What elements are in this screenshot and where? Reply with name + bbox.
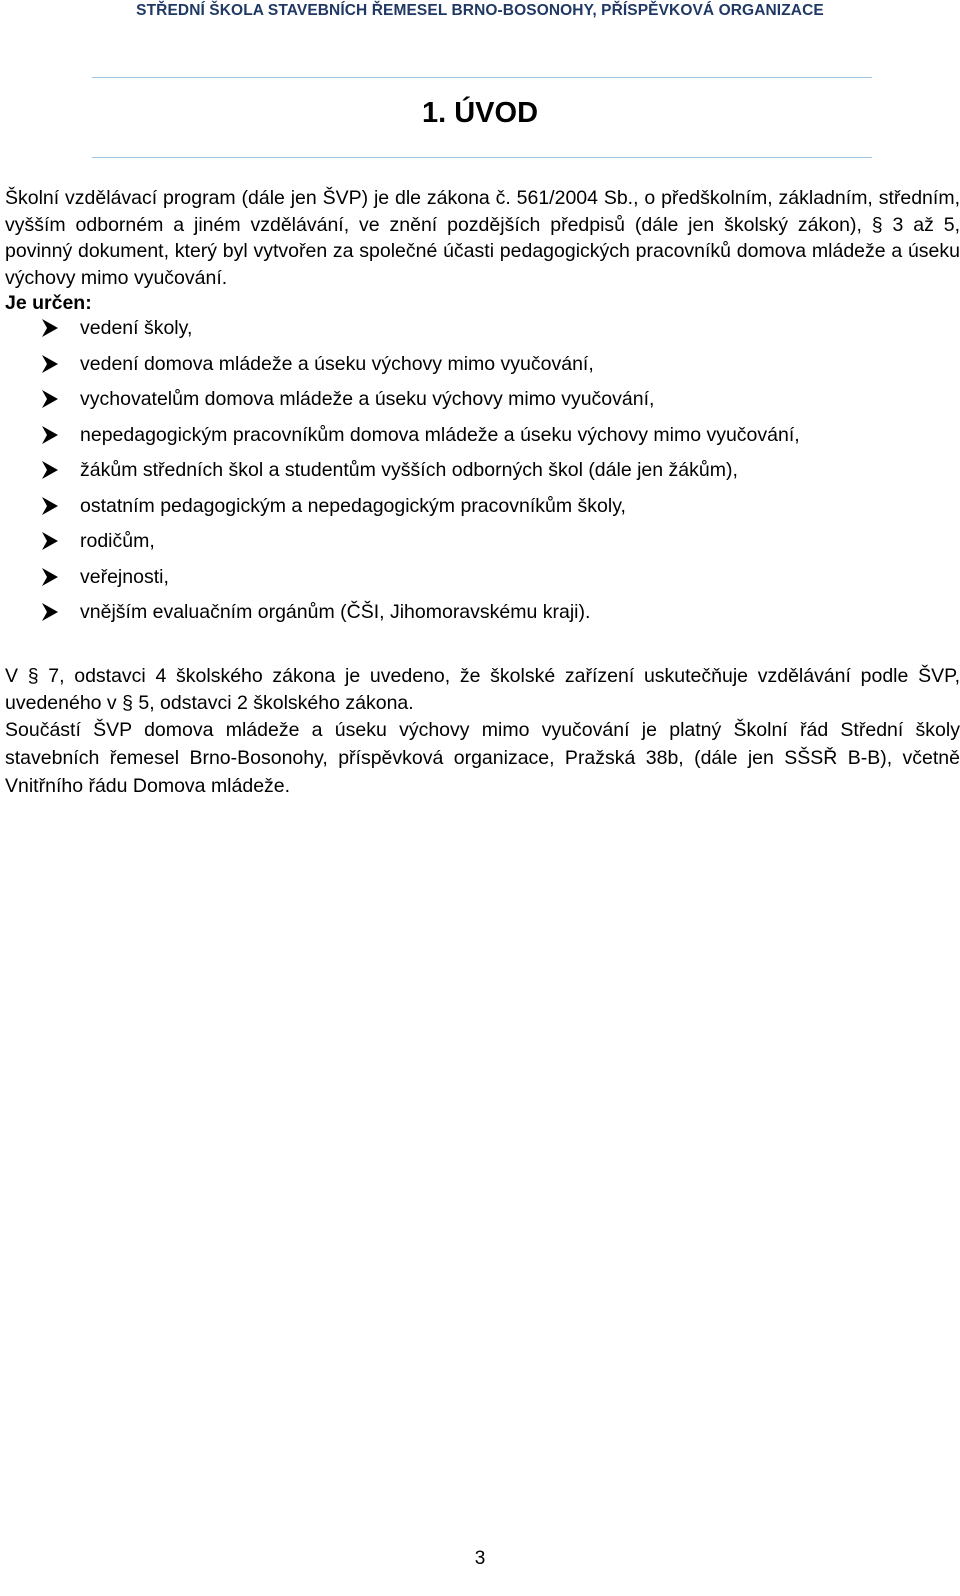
list-item-text: vedení školy,: [80, 317, 193, 339]
document-header: STŘEDNÍ ŠKOLA STAVEBNÍCH ŘEMESEL BRNO-BOSONOHY, PŘÍSPĚVKOVÁ ORGANIZACE: [136, 2, 824, 19]
list-item: [0, 386, 960, 422]
list-item: [0, 315, 960, 351]
list-item-text: rodičům,: [80, 530, 155, 552]
arrowhead-bullet-icon: [40, 425, 60, 445]
intro-paragraph: Školní vzdělávací program (dále jen ŠVP) je dle zákona č. 561/2004 Sb., o předškolním, základním, středním, vyšším odborném a jiném vzdělávání, ve znění pozdějších předpisů (dále jen školský zákon), § 3 až 5, povinný dokument, který byl vytvořen za společné účasti pedagogických pracovníků domova mládeže a úseku výchovy mimo vyučování.: [5, 187, 960, 289]
arrowhead-bullet-icon: [40, 567, 60, 587]
arrowhead-bullet-icon: [40, 602, 60, 622]
list-item-text: vedení domova mládeže a úseku výchovy mimo vyučování,: [80, 352, 594, 375]
list-item: [0, 528, 960, 564]
title-rule-bottom: [92, 157, 872, 158]
list-item: [0, 351, 960, 387]
list-item: [0, 493, 960, 529]
arrowhead-bullet-icon: [40, 354, 60, 374]
list-item-text: žákům středních škol a studentům vyšších odborných škol (dále jen žákům),: [80, 459, 738, 481]
section-title: 1. ÚVOD: [421, 97, 539, 129]
audience-label: Je určen:: [5, 292, 92, 314]
arrowhead-bullet-icon: [40, 531, 60, 551]
list-item: [0, 422, 960, 458]
list-item: [0, 564, 960, 600]
list-item-text: ostatním pedagogickým a nepedagogickým pracovníkům školy,: [80, 494, 626, 517]
list-item: [0, 599, 960, 635]
list-item-text: nepedagogickým pracovníkům domova mládeže a úseku výchovy mimo vyučování,: [80, 423, 800, 446]
law-paragraph: V § 7, odstavci 4 školského zákona je uvedeno, že školské zařízení uskutečňuje vzdělávání podle ŠVP, uvedeného v § 5, odstavci 2 školského zákona.: [5, 665, 960, 714]
arrowhead-bullet-icon: [40, 496, 60, 516]
list-item-text: vychovatelům domova mládeže a úseku výchovy mimo vyučování,: [80, 388, 655, 410]
page-number: 3: [474, 1548, 486, 1569]
audience-list: [0, 315, 960, 635]
list-item: [0, 457, 960, 493]
list-item-text: veřejnosti,: [80, 565, 169, 588]
title-rule-top: [92, 77, 872, 78]
list-item-text: vnějším evaluačním orgánům (ČŠI, Jihomoravskému kraji).: [80, 601, 591, 623]
arrowhead-bullet-icon: [40, 318, 60, 338]
regulations-paragraph: Součástí ŠVP domova mládeže a úseku výchovy mimo vyučování je platný Školní řád Střední školy stavebních řemesel Brno-Bosonohy, příspěvková organizace, Pražská 38b, (dále jen SŠSŘ B-B), včetně Vnitřního řádu Domova mládeže.: [5, 719, 960, 797]
arrowhead-bullet-icon: [40, 460, 60, 480]
arrowhead-bullet-icon: [40, 389, 60, 409]
